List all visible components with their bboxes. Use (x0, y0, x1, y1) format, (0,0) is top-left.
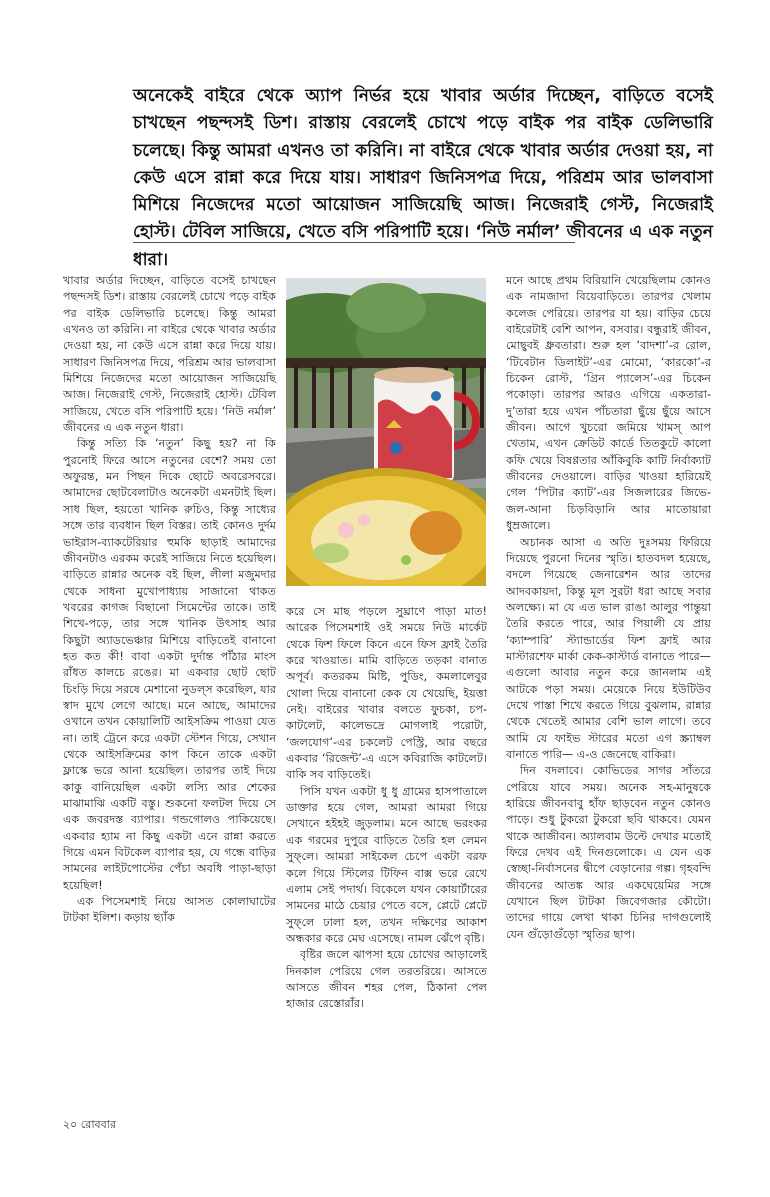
column-1-paragraph: কিন্তু সত্যি কি ‘নতুন’ কিছু হয়? না কি পুরনোই ফিরে আসে নতুনের বেশে? সময় তো অফুরন্ত, মন পিছন দিকে ছোটে অবরেসবরে। আমাদের ছোটবেলাটাও অনেকটা এমনটাই ছিল। সাধ ছিল, হয়তো খানিক রুচিও, কিন্তু সাধ্যের সঙ্গে তার ব্যবধান ছিল বিস্তর। তাই কোনও দুর্দম ভাইরাস-ব্যাকটেরিয়ার হুমকি ছাড়াই আমাদের জীবনটাও এরকম করেই সাজিয়ে নিতে হয়েছিল। বাড়িতে রান্নার অনেক বই ছিল, লীলা মজুমদার থেকে সাধনা মুখোপাধ্যায় সাজানো থাকত খবরের কাগজ বিছানো সিমেন্টের তাকে। তাই শিখে-পড়ে, তার সঙ্গে খানিক উৎসাহ আর কিছুটা অ্যাডভেঞ্চার মিশিয়ে বাড়িতেই বানানো হত কত কী! বাবা একটা দুর্দান্ত পাঁঠার মাংস রাঁধত কালচে রঙের। মা একবার ছোট ছোট চিংড়ি দিয়ে সরষে মেশানো নুডল্‌স করেছিল, যার স্বাদ মুখে লেগে আছে। মনে আছে, আমাদের ওখানে তখন কোয়ালিটি আইসক্রিম পাওয়া যেত না। তাই ট্রেনে করে একটা স্টেশন গিয়ে, সেখান থেকে আইসক্রিমের কাপ কিনে তাকে একটা ফ্লাস্কে ভরে আনা হয়েছিল। তারপর তাই দিয়ে কাকু বানিয়েছিল একটা লস্যি আর শেকের মাঝামাঝি একটি বস্তু। শুকনো ফলটল দিয়ে সে এক জবরদস্ত ব্যাপার। গন্ডগোলও পাকিয়েছে। একবার হ্যাম না কিছু একটা এনে রান্না করতে গিয়ে এমন বিটকেল ব্যাপার হয়, যে গন্ধে বাড়ির সামনের লাইটপোস্টের পেঁচা অবধি পাড়া-ছাড়া হয়েছিল! (63, 437, 276, 892)
divider-rule (133, 242, 575, 243)
column-2-paragraph: করে সে মাছ পড়লে সুঘ্রাণে পাড়া মাত! আরেক পিসেমশাই ওই সময়ে নিউ মার্কেট থেকে ফিশ ফিলে কিনে এনে ফিস ফ্রাই তৈরি করে খাওয়াত। মামি বাড়িতে তড়কা বানাত অপূর্ব। কতরকম মিষ্টি, পুডিং, কমলালেবুর খোলা দিয়ে বানানো কেক যে খেয়েছি, ইয়ত্তা নেই। বাইরের খাবার বলতে ফুচকা, চপ-কাটলেট, কালেভদ্রে মোগলাই পরোটা, ‘জলযোগ’-এর চকলেট পেস্ট্রি, আর বছরে একবার ‘রিজেন্ট’-এ এসে কবিরাজি কাটলেট। বাকি সব বাড়িতেই। (286, 605, 487, 782)
column-1-paragraph: খাবার অর্ডার দিচ্ছেন, বাড়িতে বসেই চাখছেন পছন্দসই ডিশ। রাস্তায় বেরলেই চোখে পড়ে বাইক পর বাইক ডেলিভারি চলেছে। কিন্তু আমরা এখনও তা করিনি। না বাইরে থেকে খাবার অর্ডার দেওয়া হয়, না কেউ এসে রান্না করে দিয়ে যায়। সাধারণ জিনিসপত্র দিয়ে, পরিশ্রম আর ভালবাসা মিশিয়ে নিজেদের মতো আয়োজন সাজিয়েছি আজ। নিজেরাই গেস্ট, নিজেরাই হোস্ট। টেবিল সাজিয়ে, খেতে বসি পরিপাটি হয়ে। ‘নিউ নর্মাল’ জীবনের এ এক নতুন ধারা। (63, 274, 276, 435)
column-2 (286, 604, 487, 1093)
column-3-paragraph: মনে আছে প্রথম বিরিয়ানি খেয়েছিলাম কোনও এক নামজাদা বিয়েবাড়িতে। তারপর খেলাম কলেজ পেরিয়ে। তারপর যা হয়। বাড়ির চেয়ে বাইরেটাই বেশি আপন, বসবার। বন্ধুরাই জীবন, মোছ্ববই ধ্রুবতারা। শুরু হল ‘বাদশা’-র রোল, ‘টিবেটান ডিলাইট’-এর মোমো, ‘কারকো’-র চিকেন রোস্ট, ‘গ্রিন প্যালেস’-এর চিকেন পকোড়া। তারপর আরও এগিয়ে একতারা-দু’তারা হয়ে এখন পাঁচতারা ছুঁয়ে ছুঁয়ে আসে জীবন। আগে খুচরো জমিয়ে খামস্‌ আপ খেতাম, এখন ক্রেডিট কার্ডে তিতকুটে কালো কফি খেয়ে বিষণ্ণতার আঁকিবুকি কাটি নির্বাক্যাট জীবনের দেওয়ালে। বাড়ির খাওয়া হারিয়েই গেল ‘পিটার ক্যাট’-এর সিজলারের জিভে-জল-আনা চিড়বিড়ানি আর মাতোয়ারা ধুম্রজালে। (506, 274, 711, 533)
bowl-icon (286, 468, 486, 586)
column-3-paragraph: দিন বদলাবে। কোভিডের সাগর সাঁতরে পেরিয়ে যাবে সময়। অনেক সহ-মানুষকে হারিয়ে জীবনবাবু হাঁফ ছাড়বেন নতুন কোনও পাড়ে। শুধু টুকরো টুকরো ছবি থাকবে। যেমন থাকে আজীবন। অ্যালবাম উল্টে দেখার মতোই ফিরে দেখব এই দিনগুলোকে। এ যেন এক স্বেচ্ছা-নির্বাসনের দ্বীপে বেড়ানোর গল্প। গৃহবন্দি জীবনের আতঙ্ক আর একঘেয়েমির সঙ্গে যেখানে ছিল টাটকা জিবেগজার কৌটো। তাদের গায়ে লেখা থাকা চিনির দাগগুলোই যেন গুঁড়োগুঁড়ো স্মৃতির ছাপ। (506, 764, 711, 941)
lead-paragraph: অনেকেই বাইরে থেকে অ্যাপ নির্ভর হয়ে খাবার অর্ডার দিচ্ছেন, বাড়িতে বসেই চাখছেন পছন্দসই ডিশ। রাস্তায় বেরলেই চোখে পড়ে বাইক পর বাইক ডেলিভারি চলেছে। কিন্তু আমরা এখনও তা করিনি। না বাইরে থেকে খাবার অর্ডার দেওয়া হয়, না কেউ এসে রান্না করে দিয়ে যায়। সাধারণ জিনিসপত্র দিয়ে, পরিশ্রম আর ভালবাসা মিশিয়ে নিজেদের মতো আয়োজন সাজিয়েছি আজ। নিজেরাই গেস্ট, নিজেরাই হোস্ট। টেবিল সাজিয়ে, খেতে বসি পরিপাটি হয়ে। ‘নিউ নর্মাল’ জীবনের এ এক নতুন ধারা। (133, 86, 713, 270)
column-3 (506, 273, 711, 1093)
column-2-paragraph: বৃষ্টির জলে ঝাপসা হয়ে চোখের আড়ালেই দিনকাল পেরিয়ে গেল তরতরিয়ে। আসতে আসতে জীবন শহর পেল, ঠিকানা পেল হাজার রেস্তোরাঁর। (286, 948, 487, 1011)
column-2-paragraph: পিসি যখন একটা ধু ধু গ্রামের হাসপাতালে ডাক্তার হয়ে গেল, আমরা আমরা গিয়ে সেখানে হইহই জুড়লাম। মনে আছে ভরংকর এক গরমের দুপুরে বাড়িতে তৈরি হল লেমন সুফ্‌লে। আমরা সাইকেল চেপে একটা বরফ কলে গিয়ে স্টিলের টিফিন বাক্স ভরে রেখে এলাম সেই পদার্থ। বিকেলে যখন কোয়ার্টারের সামনের মাঠে চেয়ার পেতে বসে, প্লেটে প্লেটে সুফ্‌লে ঢালা হল, তখন দক্ষিণের আকাশ অন্ধকার করে মেঘ এসেছে। নামল ঝেঁপে বৃষ্টি। (286, 784, 487, 945)
column-1-paragraph: এক পিসেমশাই নিয়ে আসত কোলাঘাটের টাটকা ইলিশ। কড়ায় ছ্যাঁক (63, 895, 276, 925)
page-footer: ২০ রোববার (63, 1118, 116, 1131)
column-3-paragraph: অচানক আসা এ অতি দুঃসময় ফিরিয়ে দিয়েছে পুরনো দিনের স্মৃতি। হাতবদল হয়েছে, বদলে গিয়েছে জেনারেশন আর তাদের আদবকায়দা, কিন্তু মূল সুরটা ধরা আছে সবার অলক্ষ্যে। মা যে এত ভাল রাঙা আলুর পান্তুয়া তৈরি করতে পারে, আর পিয়ালী যে প্রায় ‘ক্যাম্পারি’ স্ট্যান্ডার্ডের ফিশ ফ্রাই আর মাস্টারশেফ মার্কা কেক-কাস্টার্ড বানাতে পারে— এগুলো আবার নতুন করে জানলাম এই আটকে পড়া সময়। মেয়েকে নিয়ে ইউটিউব দেখে পাস্তা শিখে করতে গিয়ে বুঝলাম, রান্নার থেকে খেতেই আমার বেশি ভাল লাগে। তবে আমি যে ফাইভ স্টারের মতো এগ স্ক্র্যাম্বল বানাতে পারি— এ-ও জেনেছে বাকিরা। (506, 535, 711, 761)
food-photo (286, 278, 486, 586)
column-1 (63, 273, 276, 1093)
